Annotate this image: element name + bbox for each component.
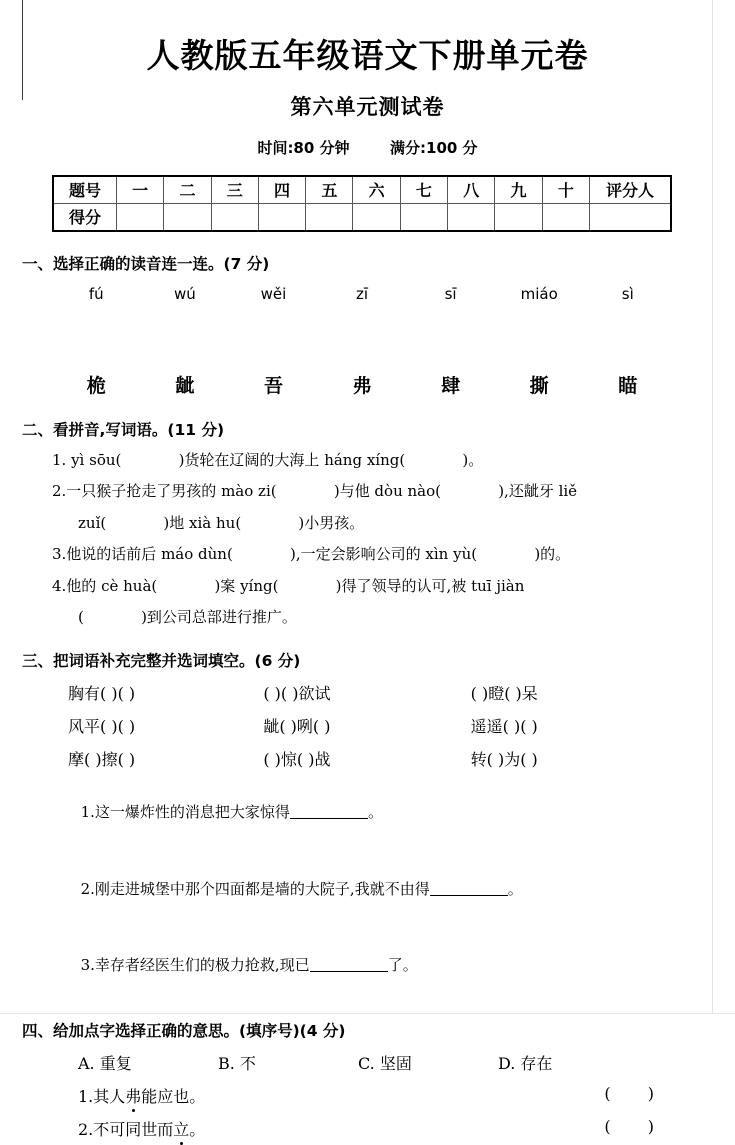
fill-2-prefix: 2.刚走进城堡中那个四面都是墙的大院子,我就不由得 [80,879,430,898]
score-cell-5[interactable] [306,203,353,231]
score-table-col-1: 一 [117,176,164,204]
score-cell-9[interactable] [495,203,542,231]
fill-1-blank[interactable] [290,803,368,819]
q1-number: 1. [78,1087,94,1107]
score-cell-1[interactable] [117,203,164,231]
q1-answer-brackets[interactable]: ( ) [604,1084,670,1104]
fill-3-suffix: 了。 [387,956,418,975]
idiom-3-3[interactable]: 转( )为( ) [470,749,538,769]
fill-3-prefix: 3.幸存者经医生们的极力抢救,现已 [80,956,310,975]
q2-answer-brackets[interactable]: ( ) [604,1117,670,1137]
section-2-item-2-cont[interactable]: zuǐ( )地 xià hu( )小男孩。 [78,513,365,532]
total-score-label: 满分:100 分 [390,138,478,157]
score-cell-7[interactable] [400,203,447,231]
score-cell-2[interactable] [164,203,211,231]
idiom-2-1[interactable]: 风平( )( ) [68,716,136,736]
score-cell-8[interactable] [448,203,495,231]
section-2-item-3[interactable]: 3.他说的话前后 máo dùn( ),一定会影响公司的 xìn yù( )的。 [52,545,571,564]
fill-2-suffix: 。 [507,879,523,898]
score-cell-6[interactable] [353,203,400,231]
exam-meta [0,137,735,158]
pinyin-item-6[interactable]: miáo [520,284,558,303]
section-2-item-4[interactable]: 4.他的 cè huà( )案 yíng( )得了领导的认可,被 tuī jiàn [52,576,525,595]
idiom-3-2[interactable]: ( )惊( )战 [263,749,331,769]
section-2-item-2[interactable]: 2.一只猴子抢走了男孩的 mào zi( )与他 dòu nào( ),还龇牙 liě [52,482,578,501]
section-4-heading: 四、给加点字选择正确的意思。(填序号)(4 分) [22,1022,346,1041]
character-item-4[interactable]: 弗 [352,374,372,397]
q1-pre: 其人 [93,1087,126,1107]
section-3-fill-3 [52,932,735,1000]
section-2-heading: 二、看拼音,写词语。(11 分) [22,420,225,439]
fill-2-blank[interactable] [430,880,508,896]
q2-number: 2. [78,1120,94,1140]
section-3-fill-2 [52,855,735,923]
character-item-5[interactable]: 肆 [441,374,461,397]
idiom-1-2[interactable]: ( )( )欲试 [263,683,331,703]
option-a[interactable]: A. 重复 [78,1054,132,1074]
idiom-2-2[interactable]: 龇( )咧( ) [263,716,331,736]
page-subtitle: 第六单元测试卷 [290,94,445,119]
pinyin-row [52,285,672,303]
score-table-col-7: 七 [400,176,447,204]
option-b[interactable]: B. 不 [218,1054,256,1074]
score-table-col-9: 九 [495,176,542,204]
score-table-col-3: 三 [211,176,258,204]
section-4-question-1 [78,1084,670,1107]
score-table-col-8: 八 [448,176,495,204]
score-table-header-row [53,176,671,204]
score-table-col-4: 四 [258,176,305,204]
score-table-row-label: 题号 [53,176,117,204]
character-item-2[interactable]: 龇 [175,374,195,397]
score-table-col-grader: 评分人 [590,176,672,204]
score-cell-10[interactable] [542,203,589,231]
pinyin-item-7[interactable]: sì [621,284,634,303]
character-item-3[interactable]: 吾 [263,374,283,397]
fill-1-prefix: 1.这一爆炸性的消息把大家惊得 [80,803,290,822]
idiom-1-1[interactable]: 胸有( )( ) [68,683,136,703]
idiom-1-3[interactable]: ( )瞪( )呆 [470,683,538,703]
score-cell-3[interactable] [211,203,258,231]
score-table [52,175,672,232]
score-table-col-10: 十 [542,176,589,204]
page-title: 人教版五年级语文下册单元卷 [146,36,589,75]
idiom-row-2 [68,714,658,737]
score-table-value-row [53,203,671,231]
section-2-item-1[interactable]: 1. yì sōu( )货轮在辽阔的大海上 háng xíng( )。 [52,450,484,469]
q1-post: 能应也。 [141,1087,206,1107]
section-1-heading: 一、选择正确的读音连一连。(7 分) [22,254,270,273]
pinyin-item-2[interactable]: wú [173,284,196,303]
score-table-col-6: 六 [353,176,400,204]
q1-dotted-char: 弗 [125,1084,141,1107]
section-3-fill-1 [52,779,735,847]
character-row [52,371,672,398]
section-3-heading: 三、把词语补充完整并选词填空。(6 分) [22,651,301,670]
pinyin-item-5[interactable]: sī [444,284,457,303]
q2-pre: 不可同世而 [93,1120,174,1140]
character-item-7[interactable]: 瞄 [618,374,638,397]
section-4-options [78,1051,638,1074]
option-c[interactable]: C. 坚固 [358,1054,412,1074]
idiom-3-1[interactable]: 摩( )擦( ) [68,749,136,769]
character-item-6[interactable]: 撕 [529,374,549,397]
score-cell-4[interactable] [258,203,305,231]
score-table-col-2: 二 [164,176,211,204]
score-table-wrapper [0,175,735,232]
score-cell-grader[interactable] [590,203,672,231]
pinyin-item-1[interactable]: fú [88,284,104,303]
q2-dotted-char: 立 [173,1117,189,1140]
idiom-2-3[interactable]: 遥遥( )( ) [470,716,538,736]
idiom-row-1 [68,681,658,704]
pinyin-item-3[interactable]: wěi [260,284,287,303]
section-4-question-2 [78,1117,670,1140]
score-table-row-label-score: 得分 [53,203,117,231]
q2-post: 。 [189,1120,206,1140]
score-table-col-5: 五 [306,176,353,204]
fill-3-blank[interactable] [310,956,388,972]
time-limit-label: 时间:80 分钟 [257,138,350,157]
pinyin-item-4[interactable]: zī [356,284,369,303]
fill-1-suffix: 。 [367,803,383,822]
section-2-item-4-cont[interactable]: ( )到公司总部进行推广。 [78,608,297,627]
idiom-row-3 [68,747,658,770]
character-item-1[interactable]: 桅 [86,374,106,397]
option-d[interactable]: D. 存在 [498,1054,553,1074]
